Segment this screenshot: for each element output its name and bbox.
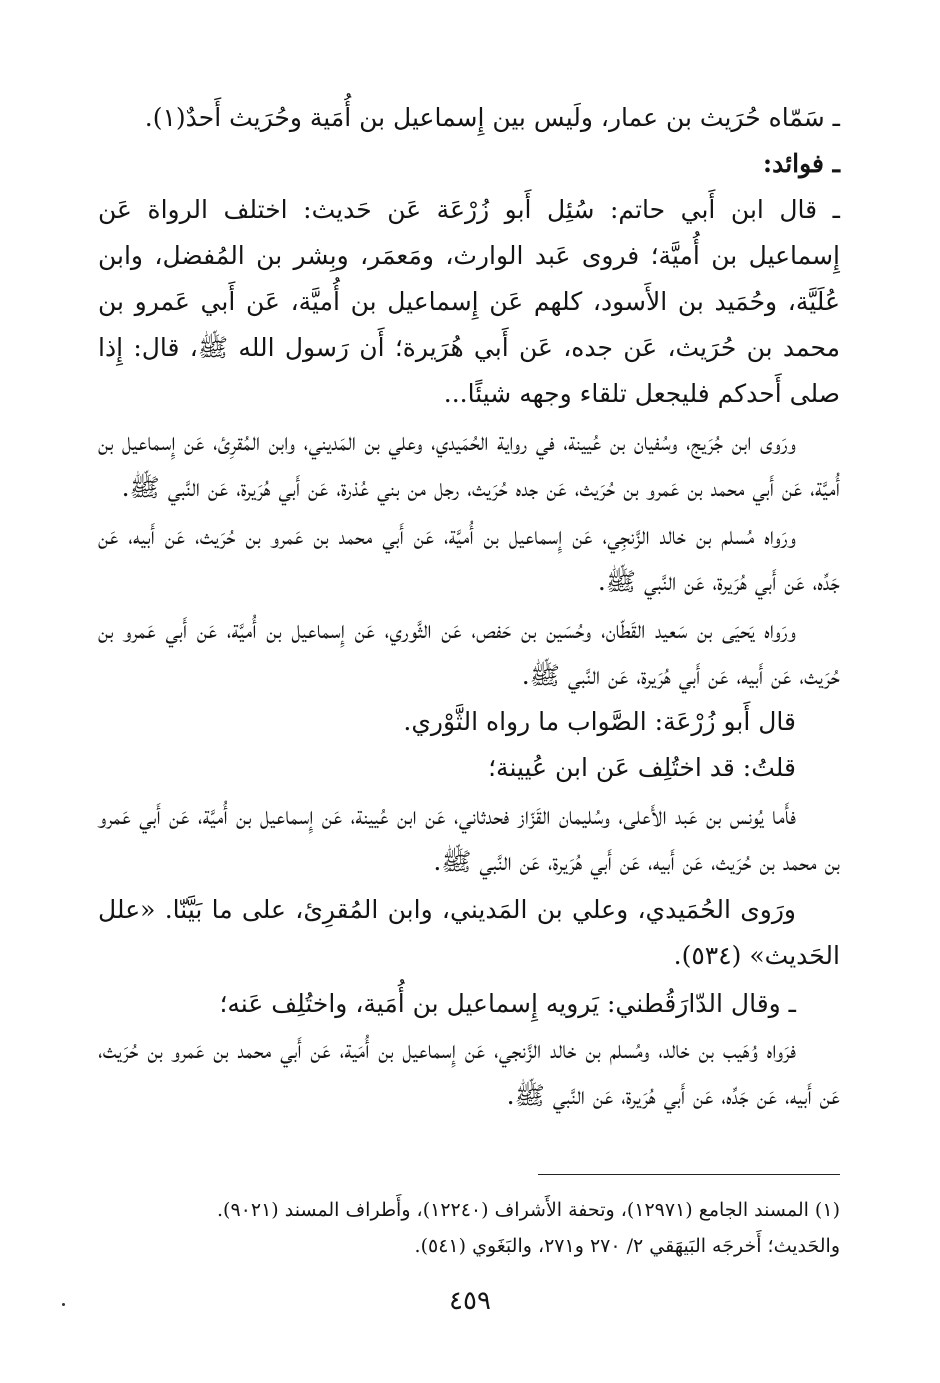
paragraph-ibn-jurayj: ورَوى ابن جُرَيج، وسُفيان بن عُيينة، في رواية الحُمَيدي، وعلي بن المَديني، وابن المُقرِئ، عَن إِسماعيل بن أُميَّة، عَن أَبي محمد بن عَمرو بن حُرَيث، عَن جده حُرَيث، رجل من بني عُذرة، عَن أَبي هُرَيرة، عَن النَّبي ﷺ. — [98, 427, 840, 502]
paragraph-wuhayb: فرَواه وُهَيب بن خالد، ومُسلم بن خالد الزَّنجي، عَن إِسماعيل بن أُمَية، عَن أَبي محمد بن عَمرو بن حُرَيث، عَن أَبيه، عَن جَدِّه، عَن أَبي هُرَيرة، عَن النَّبي ﷺ. — [98, 1035, 840, 1110]
main-text — [98, 95, 840, 1119]
paragraph-abu-zura-verdict: قال أَبو زُرْعَة: الصَّواب ما رواه الثَّوْري. — [403, 707, 796, 736]
footnote-separator — [538, 1174, 840, 1175]
paragraph-ibn-abi-hatim: ـ قال ابن أَبي حاتم: سُئِل أَبو زُرْعَة عَن حَديث: اختلف الرواة عَن إِسماعيل بن أُميَّة؛ فروى عَبد الوارث، ومَعمَر، وبِشر بن المُفضل، وابن عُلَيَّة، وحُمَيد بن الأَسود، كلهم عَن إِسماعيل بن أُميَّة، عَن أَبي عَمرو بن محمد بن حُرَيث، عَن جده، عَن أَبي هُرَيرة؛ أَن رَسول الله ﷺ، قال: إِذا صلى أَحدكم فليجعل تلقاء وجهه شيئًا... — [98, 195, 841, 408]
footnote-1: (١) المسند الجامع (١٢٩٧١)، وتحفة الأَشراف (١٢٢٤٠)، وأَطراف المسند (٩٠٢١). — [217, 1199, 840, 1221]
paragraph-naming: ـ سَمّاه حُرَيث بن عمار، ولَيس بين إِسماعيل بن أُمَية وحُرَيث أَحدٌ(١). — [144, 103, 840, 132]
paragraph-muslim-ibn-khalid: ورَواه مُسلم بن خالد الزَّنجِي، عَن إِسماعيل بن أُميَّة، عَن أَبي محمد بن عَمرو بن حُرَيث، عَن أَبيه، عَن جَدِّه، عَن أَبي هُرَيرة، عَن النَّبي ﷺ. — [98, 521, 840, 596]
paragraph-yahya-al-qattan: ورَواه يَحيَى بن سَعيد القَطّان، وحُسَين بن حَفص، عَن الثَّوري، عَن إِسماعيل بن أُميَّة، عَن أَبي عَمرو بن حُرَيث، عَن أَبيه، عَن أَبي هُرَيرة، عَن النَّبي ﷺ. — [98, 615, 840, 690]
section-heading-fawaid: ـ فوائد: — [762, 149, 840, 178]
margin-speck — [62, 1303, 65, 1306]
paragraph-qultu: قلتُ: قد اختُلِف عَن ابن عُيينة؛ — [488, 753, 796, 782]
paragraph-humaydi: ورَوى الحُمَيدي، وعلي بن المَديني، وابن المُقرِئ، على ما بَيَّنّا. «علل الحَديث» (٥٣٤). — [98, 895, 840, 970]
paragraph-daraqutni: ـ وقال الدّارَقُطني: يَرويه إِسماعيل بن أُمَية، واختُلِف عَنه؛ — [219, 989, 796, 1018]
footnote-1-continuation: والحَديث؛ أَخرجَه البَيهَقي ٢/ ٢٧٠ و٢٧١، والبَغَوي (٥٤١). — [414, 1235, 840, 1257]
footnotes — [160, 1192, 840, 1264]
paragraph-yunus: فأَما يُونس بن عَبد الأَعلى، وسُليمان القَزّاز فحدثاني، عَن ابن عُيينة، عَن إِسماعيل بن أُميَّة، عَن أَبي عَمرو بن محمد بن حُرَيث، عَن أَبيه، عَن أَبي هُرَيرة، عَن النَّبي ﷺ. — [98, 801, 840, 876]
page-number: ٤٥٩ — [449, 1286, 491, 1316]
